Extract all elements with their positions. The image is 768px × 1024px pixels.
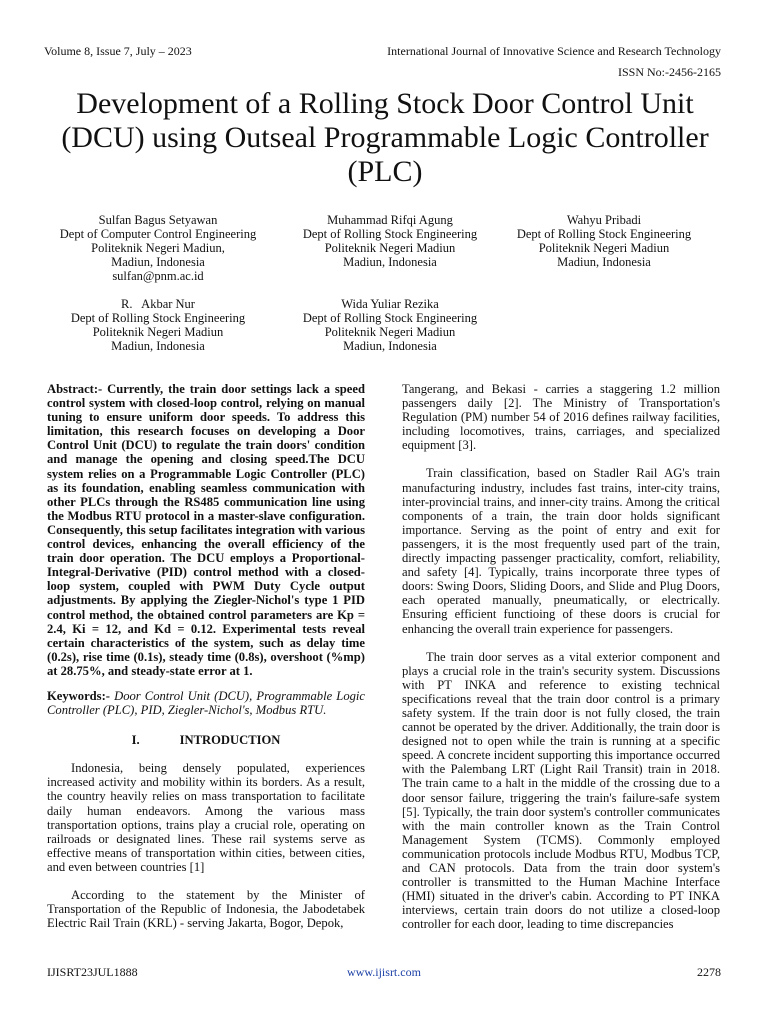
author-name: Sulfan Bagus Setyawan — [98, 213, 218, 227]
author-dept: Dept of Rolling Stock Engineering — [70, 311, 246, 325]
author-email[interactable]: sulfan@pnm.ac.id — [112, 269, 204, 283]
author-inst: Politeknik Negeri Madiun — [92, 325, 224, 339]
footer-website-link[interactable]: www.ijisrt.com — [347, 965, 421, 979]
paragraph: According to the statement by the Minister of Transportation of the Republic of Indonesia, the Jabodetabek Electric Rail Train (KRL) - serving Jakarta, Bogor, Depok, — [47, 888, 365, 931]
section-heading — [47, 733, 365, 747]
section-title: INTRODUCTION — [179, 733, 281, 748]
footer-page-number: 2278 — [697, 965, 721, 979]
right-column — [402, 382, 720, 931]
author-block-5 — [272, 297, 508, 353]
author-block-2 — [272, 213, 508, 269]
author-city: Madiun, Indonesia — [343, 339, 437, 353]
keywords-text: Door Control Unit (DCU), Programmable Logic Controller (PLC), PID, Ziegler-Nichol's, Modbus RTU. — [47, 688, 365, 718]
author-dept: Dept of Computer Control Engineering — [59, 227, 257, 241]
author-inst: Politeknik Negeri Madiun — [324, 241, 456, 255]
issn: ISSN No:-2456-2165 — [617, 65, 721, 79]
footer-article-id: IJISRT23JUL1888 — [47, 965, 138, 979]
paragraph: The train door serves as a vital exterior component and plays a crucial role in the train's security system. Discussions with PT INKA and reference to existing technical specifications reveal that the train door control is a primary safety system. If the train door is not fully closed, the train cannot be operated by the driver. Additionally, the train door is designed not to open while the train is running at a specific speed. A concrete incident supporting this importance occurred with the Palembang LRT (Light Rail Transit) train in 2018. The train came to a halt in the middle of the crossing due to a door sensor failure, triggering the train's failure-safe system [5]. Typically, the train door system's controller communicates with the main controller known as the Train Control Management System (TCMS). Commonly employed communication protocols include Modbus RTU, Modbus TCP, and CAN protocols. Data from the train door system's controller is transmitted to the Human Machine Interface (HMI) situated in the driver's cabin. According to PT INKA interviews, certain train doors do not utilize a closed-loop controller for each door, leading to time discrepancies — [402, 649, 720, 932]
journal-name: International Journal of Innovative Science and Research Technology — [387, 44, 721, 58]
author-block-3 — [486, 213, 722, 269]
author-name: Wahyu Pribadi — [566, 213, 642, 227]
author-name: Wida Yuliar Rezika — [341, 297, 439, 311]
author-dept: Dept of Rolling Stock Engineering — [516, 227, 692, 241]
section-number: I. — [131, 733, 140, 748]
keywords — [47, 689, 365, 717]
paragraph: Train classification, based on Stadler Rail AG's train manufacturing industry, includes fast trains, inter-city trains, inter-provincial trains, and inner-city trains. Among the critical components of a train, the train door holds significant importance. Serving as the point of entry and exit for passengers, it is the most frequently used part of the train, directly impacting passenger practicality, comfort, reliability, and safety [4]. Typically, trains incorporate three types of doors: Swing Doors, Sliding Doors, and Slide and Plug Doors, each operated manually, pneumatically, or electrically. Ensuring efficient functioing of these doors is crucial for enhancing the overall train experience for passengers. — [402, 466, 720, 636]
author-block-1 — [40, 213, 276, 283]
author-inst: Politeknik Negeri Madiun, — [91, 241, 225, 255]
paper-title: Development of a Rolling Stock Door Control Unit (DCU) using Outseal Programmable Logic Controller (PLC) — [61, 87, 709, 188]
keywords-label: Keywords:- — [47, 688, 110, 703]
volume-info: Volume 8, Issue 7, July – 2023 — [44, 44, 192, 58]
author-city: Madiun, Indonesia — [343, 255, 437, 269]
author-inst: Politeknik Negeri Madiun — [324, 325, 456, 339]
author-city: Madiun, Indonesia — [557, 255, 651, 269]
author-name: R. Akbar Nur — [121, 297, 195, 311]
author-name: Muhammad Rifqi Agung — [327, 213, 453, 227]
author-dept: Dept of Rolling Stock Engineering — [302, 311, 478, 325]
author-block-4 — [40, 297, 276, 353]
paragraph: Indonesia, being densely populated, experiences increased activity and mobility within its borders. As a result, the country heavily relies on mass transportation to facilitate daily human endeavors. Among the various mass transportation options, trains play a crucial role, operating on railroads or designated lines. These rail systems serve as effective means of transportation within cities, between cities, and even between countries [1] — [47, 761, 365, 874]
author-city: Madiun, Indonesia — [111, 339, 205, 353]
author-city: Madiun, Indonesia — [111, 255, 205, 269]
author-inst: Politeknik Negeri Madiun — [538, 241, 670, 255]
author-dept: Dept of Rolling Stock Engineering — [302, 227, 478, 241]
left-column — [47, 382, 365, 930]
paragraph: Tangerang, and Bekasi - carries a staggering 1.2 million passengers daily [2]. The Ministry of Transportation's Regulation (PM) number 54 of 2016 defines railway facilities, including locomotives, trains, carriages, and specialized equipment [3]. — [402, 382, 720, 453]
abstract: Abstract:- Currently, the train door settings lack a speed control system with closed-loop control, relying on manual tuning to ensure uniform door speeds. To address this limitation, this research focuses on developing a Door Control Unit (DCU) to regulate the train doors' condition and manage the opening and closing speed.The DCU system relies on a Programmable Logic Controller (PLC) as its foundation, enabling seamless communication with other PLCs through the RS485 communication line using the Modbus RTU protocol in a master-slave configuration. Consequently, this setup facilitates integration with various control devices, enhancing the overall efficiency of the train door operation. The DCU employs a Proportional-Integral-Derivative (PID) control method with a closed-loop system, coupled with PWM Duty Cycle output adjustments. By applying the Ziegler-Nichol's type 1 PID control method, the obtained control parameters are Kp = 2.4, Ki = 12, and Kd = 0.12. Experimental tests reveal certain characteristics of the system, such as delay time (0.2s), rise time (0.1s), steady time (0.8s), overshoot (%mp) at 28.75%, and steady-state error at 1. — [47, 382, 366, 678]
